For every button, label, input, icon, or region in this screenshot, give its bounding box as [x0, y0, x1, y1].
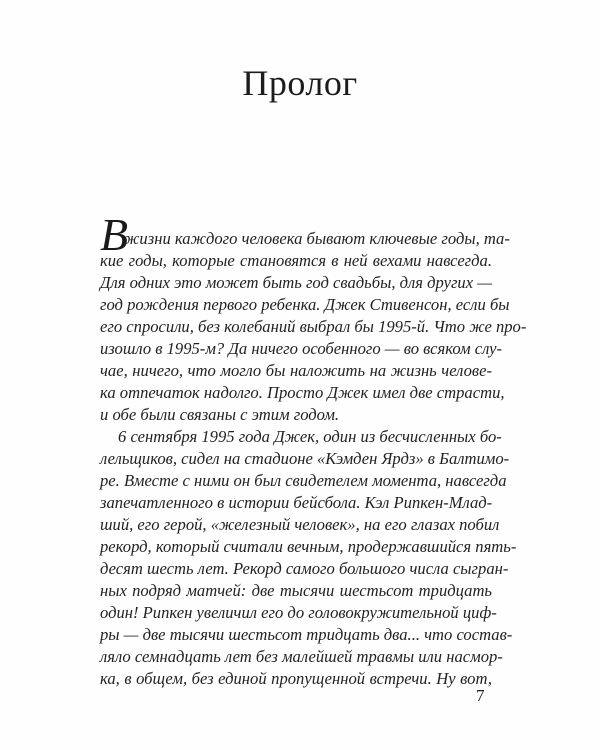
- page-number: 7: [476, 686, 485, 705]
- text-line: ка, в общем, без единой пропущенной встречи. Ну вот,: [100, 669, 492, 688]
- text-line: ляло семнадцать лет без малейшей травмы или насмор-: [100, 647, 503, 666]
- text-line: 6 сентября 1995 года Джек, один из бесчисленных бо-: [118, 427, 502, 446]
- text-line: его спросили, без колебаний выбрал бы 1995-й. Что же про-: [100, 317, 527, 336]
- drop-cap: В: [100, 209, 129, 260]
- text-line: запечатленного в истории бейсбола. Кэл Рипкен-Млад-: [100, 493, 493, 512]
- text-line: один! Рипкен увеличил его до головокружительной циф-: [100, 603, 497, 622]
- text-line: чае, ничего, что могло бы наложить на жизнь челове-: [100, 361, 492, 380]
- text-line: и обе были связаны с этим годом.: [100, 405, 340, 424]
- text-line: десят шесть лет. Рекорд самого большого числа сыгран-: [100, 559, 509, 578]
- text-line: ре. Вместе с ними он был свидетелем момента, навсегда: [100, 471, 507, 490]
- text-line: год рождения первого ребенка. Джек Стивенсон, если бы: [100, 295, 510, 314]
- text-line: рекорд, который считали вечным, продержавшийся пять-: [100, 537, 517, 556]
- text-line: лельщиков, сидел на стадионе «Кэмден Ярдз» в Балтимо-: [100, 449, 510, 468]
- text-line: ры — две тысячи шестьсот тридцать два... что состав-: [100, 625, 513, 644]
- text-line: ший, его герой, «железный человек», на его глазах побил: [100, 515, 500, 534]
- text-line: кие годы, которые становятся в ней вехами навсегда.: [100, 251, 492, 270]
- text-line: изошло в 1995-м? Да ничего особенного — во всяком слу-: [100, 339, 503, 358]
- chapter-title: Пролог: [242, 63, 358, 103]
- paragraph-1: [100, 228, 527, 426]
- paragraph-2: [100, 426, 517, 690]
- text-line: Для одних это может быть год свадьбы, для других —: [100, 273, 492, 292]
- text-line: ка отпечаток надолго. Просто Джек имел две страсти,: [100, 383, 505, 402]
- text-line: ных подряд матчей: две тысячи шестьсот тридцать: [100, 581, 492, 600]
- text-line: жизни каждого человека бывают ключевые годы, та-: [124, 229, 510, 248]
